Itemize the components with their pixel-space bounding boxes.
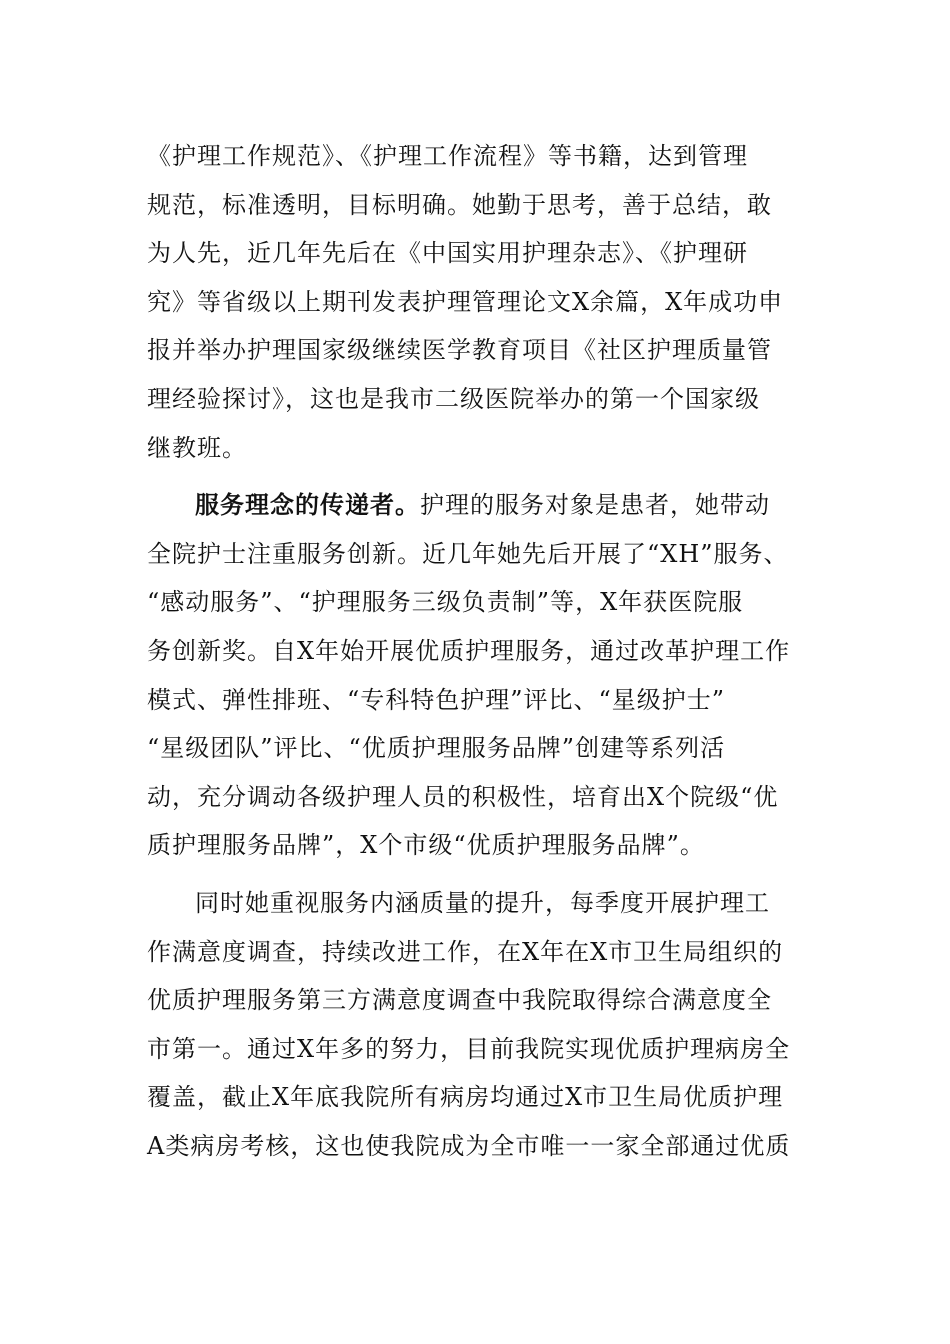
document-body <box>147 132 837 1170</box>
paragraph-2 <box>147 481 837 870</box>
text-line: 务创新奖。自X年始开展优质护理服务，通过改革护理工作 <box>147 636 791 665</box>
text-line: 优质护理服务第三方满意度调查中我院取得综合满意度全 <box>147 986 772 1015</box>
text-line: 究》等省级以上期刊发表护理管理论文X余篇，X年成功申 <box>147 287 784 316</box>
paragraph-1 <box>147 132 837 472</box>
text-line: 同时她重视服务内涵质量的提升，每季度开展护理工 <box>195 888 770 917</box>
section-heading: 服务理念的传递者。 <box>195 490 420 520</box>
text-line: 《护理工作规范》、《护理工作流程》等书籍，达到管理 <box>147 142 748 170</box>
text-line: “感动服务”、“护理服务三级负责制”等，X年获医院服 <box>147 588 744 617</box>
text-line: 规范，标准透明，目标明确。她勤于思考，善于总结，敢 <box>147 190 772 219</box>
text-line: 动，充分调动各级护理人员的积极性，培育出X个院级“优 <box>147 782 779 811</box>
text-line: 作满意度调查，持续改进工作，在X年在X市卫生局组织的 <box>147 937 784 966</box>
text-line: 为人先，近几年先后在《中国实用护理杂志》、《护理研 <box>147 239 748 268</box>
text-line: 市第一。通过X年多的努力，目前我院实现优质护理病房全 <box>147 1034 791 1063</box>
text-line: 质护理服务品牌”，X个市级“优质护理服务品牌”。 <box>147 831 705 860</box>
text-line: “星级团队”评比、“优质护理服务品牌”创建等系列活 <box>147 734 726 763</box>
text-line: 覆盖，截止X年底我院所有病房均通过X市卫生局优质护理 <box>147 1083 784 1112</box>
paragraph-3 <box>147 879 837 1171</box>
text-line <box>147 481 837 530</box>
text-line: A类病房考核，这也使我院成为全市唯一一家全部通过优质 <box>147 1131 791 1160</box>
text-line: 理经验探讨》，这也是我市二级医院举办的第一个国家级 <box>147 384 760 413</box>
text-line: 模式、弹性排班、“专科特色护理”评比、“星级护士” <box>147 685 726 714</box>
text-line: 报并举办护理国家级继续医学教育项目《社区护理质量管 <box>147 336 772 365</box>
text-line: 全院护士注重服务创新。近几年她先后开展了“XH”服务、 <box>147 539 789 568</box>
text-line: 继教班。 <box>147 433 247 462</box>
heading-line-text: 护理的服务对象是患者，她带动 <box>420 491 770 520</box>
